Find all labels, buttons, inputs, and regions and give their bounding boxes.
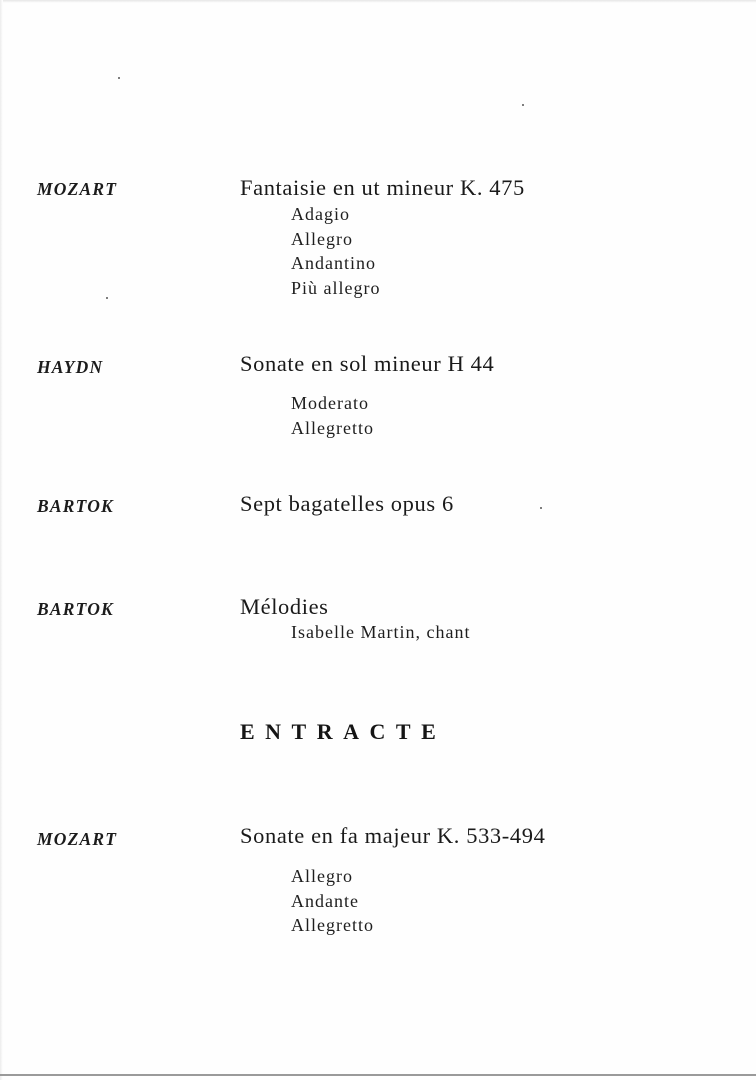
movement: Allegretto xyxy=(291,417,374,438)
composer-name: HAYDN xyxy=(37,357,104,377)
composer-name: MOZART xyxy=(37,179,118,199)
performer-credit xyxy=(291,620,470,645)
scan-speck xyxy=(540,507,542,509)
work-title: Sonate en sol mineur H 44 xyxy=(240,351,495,376)
movement: Allegro xyxy=(291,228,353,249)
movement: Più allegro xyxy=(291,277,381,298)
page-left-edge xyxy=(0,0,3,1080)
performer: Isabelle Martin, chant xyxy=(291,622,471,642)
composer-name: BARTOK xyxy=(37,599,114,619)
scan-speck xyxy=(522,104,524,106)
movement: Allegro xyxy=(291,866,353,886)
movement: Allegretto xyxy=(291,915,374,935)
movement-list xyxy=(291,391,374,440)
page-top-edge xyxy=(0,0,756,3)
work-title: Sonate en fa majeur K. 533-494 xyxy=(240,823,546,848)
work-title: Mélodies xyxy=(240,594,329,619)
work-title: Sept bagatelles opus 6 xyxy=(240,491,454,516)
work-title: Fantaisie en ut mineur K. 475 xyxy=(240,175,525,200)
movement: Andantino xyxy=(291,253,376,273)
intermission-heading: ENTRACTE xyxy=(240,719,447,744)
composer-name: MOZART xyxy=(37,829,118,849)
movement: Adagio xyxy=(291,204,350,224)
movement-list xyxy=(291,864,374,938)
page-bottom-edge xyxy=(0,1074,756,1076)
scan-speck xyxy=(118,77,120,79)
movement-list xyxy=(291,202,381,300)
movement: Andante xyxy=(291,890,359,911)
composer-name: BARTOK xyxy=(37,496,114,516)
movement: Moderato xyxy=(291,393,369,413)
scan-speck xyxy=(106,297,108,299)
